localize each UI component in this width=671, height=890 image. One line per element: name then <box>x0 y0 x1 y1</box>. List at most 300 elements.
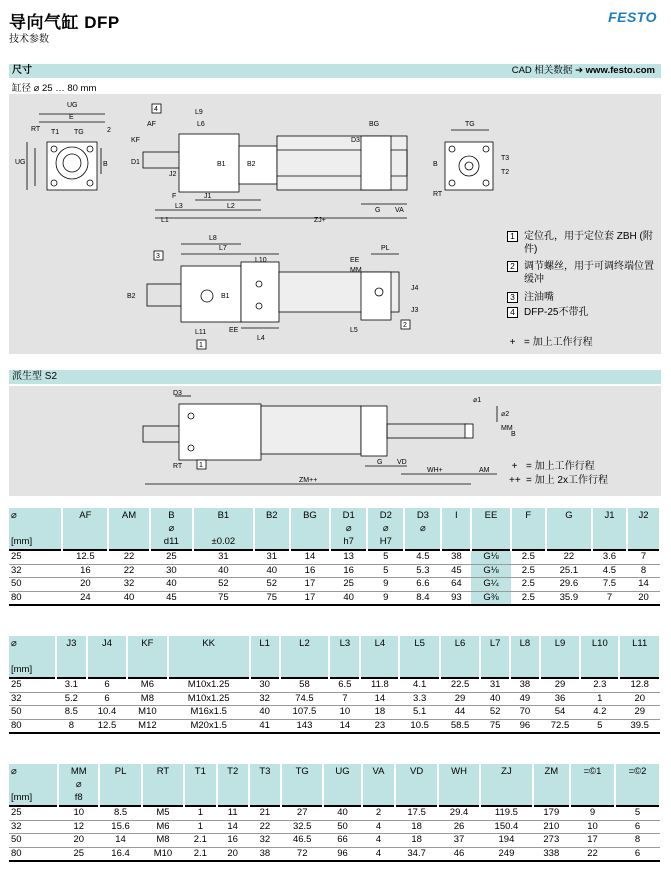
header-line: =©2 <box>628 766 647 777</box>
table-cell: 40 <box>480 692 510 706</box>
note-plus <box>507 336 657 349</box>
header-line: L5 <box>414 638 425 649</box>
header-line <box>583 663 616 676</box>
table-cell: 25 <box>9 550 62 564</box>
table-cell: 7 <box>592 591 627 605</box>
drawing-label: T3 <box>501 155 510 162</box>
table-cell: 6.5 <box>329 678 360 692</box>
column-header <box>533 764 570 806</box>
table-cell: G⅛ <box>471 564 510 578</box>
table-cell: 10 <box>570 820 615 834</box>
table-cell: 22.5 <box>440 678 480 692</box>
header-line <box>293 522 327 535</box>
drawing-label: 2 <box>403 322 407 329</box>
variant-label: WH+ <box>427 467 443 474</box>
column-header <box>58 764 99 806</box>
header-line: f8 <box>74 792 83 803</box>
header-line <box>573 778 612 791</box>
table-cell: 20 <box>627 591 660 605</box>
table-cell: 6 <box>87 678 127 692</box>
header-line: L2 <box>299 638 310 649</box>
header-line <box>618 791 657 804</box>
column-header <box>323 764 361 806</box>
drawing-label: L2 <box>227 203 235 210</box>
table-cell: 96 <box>510 719 540 733</box>
drawing-label: L6 <box>197 121 205 128</box>
header-line: B2 <box>265 510 278 521</box>
table-header-row <box>9 508 660 550</box>
header-line: ⌀ <box>11 510 17 521</box>
table-row <box>9 847 660 861</box>
table-cell: 6 <box>87 692 127 706</box>
header-line <box>513 663 537 676</box>
column-header <box>440 636 480 678</box>
drawing-label: UG <box>15 159 26 166</box>
column-header <box>9 636 56 678</box>
column-header <box>280 636 330 678</box>
table-row <box>9 678 660 692</box>
table-cell: 36 <box>540 692 580 706</box>
table-cell: 7 <box>329 692 360 706</box>
table-cell: 66 <box>323 834 361 848</box>
header-line: ⌀ <box>420 523 426 534</box>
table-cell: 5.2 <box>56 692 87 706</box>
header-line <box>363 663 396 676</box>
table-cell: 49 <box>510 692 540 706</box>
drawing-label: 2 <box>107 127 111 134</box>
table-cell: 52 <box>193 578 254 592</box>
header-line <box>514 522 543 535</box>
table-cell: 54 <box>540 706 580 720</box>
header-line: T2 <box>227 766 239 777</box>
drawing-label: L4 <box>257 335 265 342</box>
table-cell: 80 <box>9 847 58 861</box>
dimensions-section-title: 尺寸 <box>12 65 32 76</box>
table-cell: 35.9 <box>546 591 592 605</box>
drawing-label: L10 <box>255 257 267 264</box>
drawing-label: L3 <box>175 203 183 210</box>
legend-text: 注油嘴 <box>524 292 554 303</box>
table-cell: 50 <box>9 578 62 592</box>
column-header <box>127 636 167 678</box>
column-header <box>480 636 510 678</box>
header-line <box>11 650 53 663</box>
variant-label: D3 <box>173 390 182 397</box>
table-cell: 20 <box>58 834 99 848</box>
header-line <box>474 535 507 548</box>
table-cell: 93 <box>441 591 471 605</box>
header-line: T1 <box>194 766 206 777</box>
column-header <box>168 636 250 678</box>
header-line <box>549 535 589 548</box>
drawing-label: G <box>375 207 381 214</box>
drawing-label: L1 <box>161 217 169 224</box>
table-cell: 194 <box>480 834 532 848</box>
drawing-label: RT <box>433 191 443 198</box>
header-line <box>326 778 358 791</box>
header-line: VA <box>372 766 385 777</box>
cad-url[interactable]: www.festo.com <box>585 65 655 76</box>
bore-range: 缸径 ⌀ 25 … 80 mm <box>12 83 97 94</box>
header-line: J1 <box>604 510 615 521</box>
drawing-label: T2 <box>501 169 510 176</box>
table-cell: 25 <box>58 847 99 861</box>
column-header <box>281 764 323 806</box>
column-header <box>471 508 510 550</box>
table-cell: 5 <box>367 564 404 578</box>
header-line: ⌀ <box>168 523 175 534</box>
drawing-label: J1 <box>204 193 212 200</box>
table-cell: 27 <box>281 806 323 820</box>
column-header <box>62 508 108 550</box>
drawing-label: L5 <box>350 327 358 334</box>
table-cell: 41 <box>250 719 280 733</box>
table-cell: 40 <box>193 564 254 578</box>
header-line: ZM <box>544 766 559 777</box>
table-cell: 45 <box>441 564 471 578</box>
drawing-label: B1 <box>221 293 230 300</box>
header-line <box>332 650 357 663</box>
header-line <box>536 778 567 791</box>
table-cell: 17 <box>290 578 330 592</box>
table-cell: 22 <box>249 820 281 834</box>
legend-item <box>507 291 657 304</box>
table-cell: 20 <box>62 578 108 592</box>
header-line <box>595 522 624 535</box>
legend-item <box>507 230 657 256</box>
header-line: PL <box>114 766 127 777</box>
header-line: h7 <box>343 536 354 547</box>
header-line: F <box>525 510 532 521</box>
header-line: L7 <box>489 638 501 649</box>
header-line: =©1 <box>583 766 602 777</box>
header-line: D3 <box>416 510 429 521</box>
table-cell: 3.1 <box>56 678 87 692</box>
header-line <box>111 535 146 548</box>
header-line <box>171 663 247 676</box>
table-cell: 18 <box>395 834 437 848</box>
table-cell: 1 <box>184 806 216 820</box>
table-row <box>9 550 660 564</box>
header-line <box>483 778 529 791</box>
variant-note-plusplus <box>509 474 657 487</box>
table-cell: 4 <box>362 834 396 848</box>
table-cell: 75 <box>193 591 254 605</box>
legend-marker: 4 <box>507 307 518 318</box>
header-line <box>474 522 507 535</box>
drawing-label: L8 <box>209 235 217 242</box>
header-line <box>253 650 277 663</box>
drawing-label: B2 <box>247 161 256 168</box>
table-cell: 31 <box>254 550 290 564</box>
table-cell: 2.3 <box>580 678 619 692</box>
column-header <box>250 636 280 678</box>
drawing-label: J2 <box>169 171 177 178</box>
legend-marker: 3 <box>507 292 518 303</box>
table-cell: 32 <box>9 692 56 706</box>
spec-table-2 <box>9 636 661 734</box>
header-line: KK <box>202 638 215 649</box>
header-line: ⌀ <box>11 638 17 649</box>
table-cell: 39.5 <box>619 719 660 733</box>
header-line: WH <box>451 766 467 777</box>
header-line <box>220 791 246 804</box>
table-row <box>9 591 660 605</box>
table-cell: 29 <box>540 678 580 692</box>
header-line: MM <box>70 766 87 777</box>
header-line: L8 <box>519 638 531 649</box>
header-line <box>622 663 657 676</box>
table-cell: 38 <box>249 847 281 861</box>
column-header <box>329 636 360 678</box>
header-line <box>618 778 657 791</box>
header-line: L11 <box>632 638 648 649</box>
table-cell: 14 <box>290 550 330 564</box>
header-line <box>443 663 477 676</box>
table-cell: 31 <box>480 678 510 692</box>
table-cell: M12 <box>127 719 167 733</box>
table-cell: 6 <box>615 820 660 834</box>
table-header-row <box>9 764 660 806</box>
table-cell: 10 <box>58 806 99 820</box>
header-line <box>363 650 396 663</box>
header-line <box>595 535 624 548</box>
header-line <box>398 791 434 804</box>
header-line <box>402 650 436 663</box>
drawing-label: D3 <box>351 137 360 144</box>
table-cell: 2.5 <box>511 564 546 578</box>
table-cell: M10 <box>127 706 167 720</box>
header-line <box>253 663 277 676</box>
table-cell: 29.6 <box>546 578 592 592</box>
drawing-label: MM <box>350 267 362 274</box>
table-cell: 150.4 <box>480 820 532 834</box>
table-cell: 14 <box>360 692 399 706</box>
column-header <box>510 636 540 678</box>
table-cell: 7 <box>627 550 660 564</box>
header-line: ⌀ <box>75 779 82 790</box>
header-line <box>407 535 438 548</box>
header-line <box>65 535 105 548</box>
table-cell: 58 <box>280 678 330 692</box>
table-cell: 7.5 <box>592 578 627 592</box>
table-cell: 32 <box>9 564 62 578</box>
header-line <box>444 535 468 548</box>
header-line <box>130 663 164 676</box>
drawing-label: AF <box>147 121 156 128</box>
variant-label: VD <box>397 459 407 466</box>
table-cell: 2.5 <box>511 550 546 564</box>
column-header <box>87 636 127 678</box>
table-cell: 40 <box>254 564 290 578</box>
header-line: KF <box>141 638 154 649</box>
column-header <box>580 636 619 678</box>
page-title: 导向气缸 DFP <box>9 13 120 32</box>
table-row <box>9 692 660 706</box>
header-line <box>187 791 213 804</box>
column-header <box>142 764 184 806</box>
variant-section-bar <box>9 370 661 384</box>
table-cell: 37 <box>438 834 480 848</box>
table-cell: 22 <box>108 564 149 578</box>
table-cell: 4.1 <box>399 678 439 692</box>
legend-text: 定位孔，用于定位套 ZBH (附件) <box>524 231 653 255</box>
table-cell: M6 <box>142 820 184 834</box>
column-header <box>438 764 480 806</box>
drawing-label: ZJ+ <box>314 217 326 224</box>
table-cell: 2.5 <box>511 591 546 605</box>
table-cell: 5.3 <box>404 564 441 578</box>
column-header <box>360 636 399 678</box>
table-cell: 5 <box>367 550 404 564</box>
table-cell: 40 <box>108 591 149 605</box>
table-cell: 10 <box>329 706 360 720</box>
table-cell: G⅜ <box>471 591 510 605</box>
header-line: L6 <box>454 638 466 649</box>
table-cell: 18 <box>395 820 437 834</box>
cad-link[interactable] <box>512 64 655 78</box>
column-header <box>615 764 660 806</box>
table-cell: 46 <box>438 847 480 861</box>
table-cell: 9 <box>367 591 404 605</box>
table-cell: 22 <box>570 847 615 861</box>
table-cell: 25 <box>330 578 367 592</box>
drawing-label: B <box>433 161 438 168</box>
table-cell: 5 <box>615 806 660 820</box>
table-cell: 143 <box>280 719 330 733</box>
header-line: AM <box>121 510 137 521</box>
festo-logo: FESTO <box>608 9 657 25</box>
table-cell: 74.5 <box>280 692 330 706</box>
table-cell: 2 <box>362 806 396 820</box>
table-cell: 20 <box>619 692 660 706</box>
table-cell: 32.5 <box>281 820 323 834</box>
table-cell: G⅛ <box>471 550 510 564</box>
table-cell: 1 <box>580 692 619 706</box>
dimensions-section-bar <box>9 64 661 78</box>
table-cell: 30 <box>150 564 193 578</box>
variant-section-title: 派生型 S2 <box>12 371 58 382</box>
table-cell: 12.5 <box>62 550 108 564</box>
column-header <box>193 508 254 550</box>
table-cell: 20 <box>217 847 249 861</box>
column-header <box>150 508 193 550</box>
header-line <box>130 650 164 663</box>
table-row <box>9 719 660 733</box>
variant-label: AM <box>479 467 490 474</box>
column-header <box>404 508 441 550</box>
table-cell: 14 <box>217 820 249 834</box>
table-cell: 52 <box>254 578 290 592</box>
table-cell: 4.5 <box>404 550 441 564</box>
variant-label: ⌀2 <box>501 411 510 418</box>
table-cell: 119.5 <box>480 806 532 820</box>
header-line <box>514 535 543 548</box>
legend-item <box>507 306 657 319</box>
header-line: H7 <box>379 536 392 547</box>
header-line: UG <box>335 766 350 777</box>
header-line: RT <box>156 766 170 777</box>
column-header <box>108 508 149 550</box>
header-line <box>220 778 246 791</box>
header-line <box>543 650 577 663</box>
drawing-label: TG <box>74 129 84 136</box>
note-symbol: + <box>509 337 516 348</box>
table-cell: 72.5 <box>540 719 580 733</box>
table-cell: 32 <box>9 820 58 834</box>
header-line <box>252 791 278 804</box>
legend-text: 调节螺丝，用于可调终端位置缓冲 <box>524 261 654 285</box>
header-line <box>257 522 287 535</box>
table-cell: 58.5 <box>440 719 480 733</box>
table-cell: 13 <box>330 550 367 564</box>
table-cell: 6.6 <box>404 578 441 592</box>
column-header <box>619 636 660 678</box>
table-row <box>9 706 660 720</box>
variant-label: MM <box>501 425 513 432</box>
table-cell: 107.5 <box>280 706 330 720</box>
header-line <box>145 778 181 791</box>
header-line: BG <box>303 510 317 521</box>
note-text: = 加上工作行程 <box>524 337 593 348</box>
header-line: B <box>168 510 175 521</box>
column-header <box>184 764 216 806</box>
table-cell: 8 <box>615 834 660 848</box>
note-text: = 加上工作行程 <box>526 461 595 472</box>
table-cell: 25 <box>9 806 58 820</box>
drawing-label: F <box>172 193 177 200</box>
column-header <box>441 508 471 550</box>
table-cell: 38 <box>510 678 540 692</box>
header-line <box>441 778 477 791</box>
column-header <box>56 636 87 678</box>
header-line <box>513 650 537 663</box>
table-cell: M5 <box>142 806 184 820</box>
table-cell: 29.4 <box>438 806 480 820</box>
table-cell: 5 <box>580 719 619 733</box>
table-cell: 34.7 <box>395 847 437 861</box>
header-line: [mm] <box>11 536 33 547</box>
table-cell: 25.1 <box>546 564 592 578</box>
header-line: G <box>565 510 573 521</box>
table-cell: 29 <box>440 692 480 706</box>
drawing-label: B1 <box>217 161 226 168</box>
drawing-label: KF <box>131 137 140 144</box>
drawing-label: EE <box>350 257 360 264</box>
table-row <box>9 564 660 578</box>
table-cell: 70 <box>510 706 540 720</box>
table-cell: 4 <box>362 820 396 834</box>
variant-label: B <box>511 431 516 438</box>
column-header <box>540 636 580 678</box>
table-cell: 75 <box>480 719 510 733</box>
header-line <box>443 650 477 663</box>
table-cell: 12.5 <box>87 719 127 733</box>
header-line: T3 <box>259 766 271 777</box>
header-line <box>252 778 278 791</box>
table-cell: 16 <box>290 564 330 578</box>
header-line: [mm] <box>11 664 33 675</box>
legend-marker: 2 <box>507 261 518 272</box>
table-cell: 14 <box>329 719 360 733</box>
table-row <box>9 834 660 848</box>
page-subtitle: 技术参数 <box>9 34 49 45</box>
header-line <box>402 663 436 676</box>
variant-label: RT <box>173 463 183 470</box>
table-cell: 46.5 <box>281 834 323 848</box>
table-cell: 32 <box>249 834 281 848</box>
header-line: TG <box>295 766 309 777</box>
